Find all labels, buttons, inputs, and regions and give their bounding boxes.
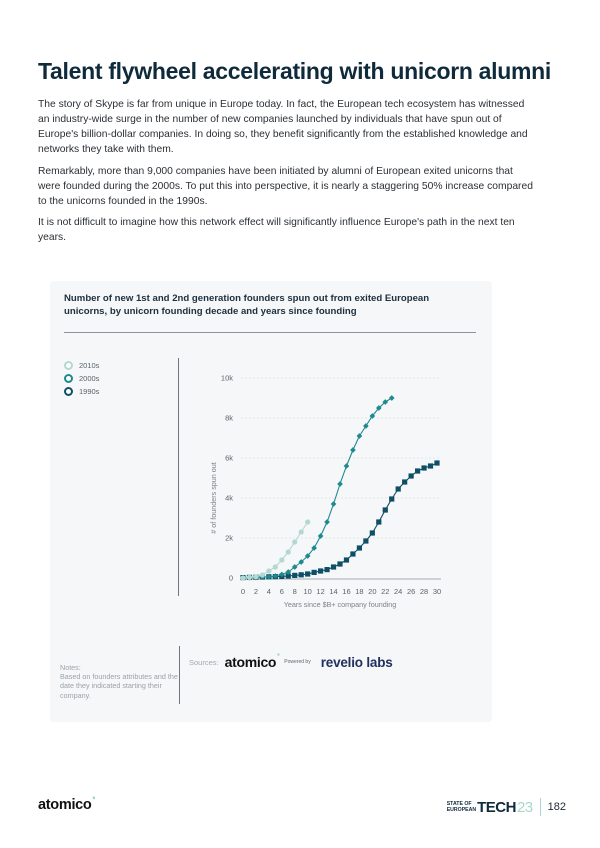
data-point-1990s	[415, 468, 420, 473]
data-point-1990s	[396, 486, 401, 491]
sources-label: Sources:	[189, 657, 219, 667]
data-point-2010s	[247, 575, 252, 580]
report-caption-line-2: EUROPEAN	[446, 807, 477, 813]
data-point-2000s	[389, 395, 395, 401]
chart-panel	[50, 281, 492, 722]
data-point-1990s	[370, 530, 375, 535]
data-point-1990s	[318, 568, 323, 573]
report-year: 23	[516, 798, 533, 816]
footer-logo-text: atomico	[38, 797, 92, 813]
x-tick-label: 12	[316, 587, 325, 596]
chart-title: Number of new 1st and 2nd generation founders spun out from exited European unicorns, by unicorn founding decade and years since founding	[64, 293, 430, 317]
y-tick-label: 6k	[225, 453, 233, 463]
data-point-2010s	[240, 575, 245, 580]
x-tick-label: 16	[342, 587, 351, 596]
x-tick-label: 14	[329, 587, 338, 596]
data-point-2010s	[266, 568, 271, 573]
data-point-2000s	[344, 463, 350, 469]
y-tick-label: 8k	[225, 413, 233, 423]
data-point-1990s	[324, 567, 329, 572]
data-point-2010s	[286, 549, 291, 554]
data-point-2000s	[337, 481, 343, 487]
data-point-1990s	[363, 538, 368, 543]
y-tick-label: 2k	[225, 533, 233, 543]
data-point-1990s	[383, 507, 388, 512]
notes-label: Notes:	[60, 663, 81, 672]
footer-atomico-logo	[38, 797, 95, 813]
x-tick-label: 20	[368, 587, 377, 596]
series-line-1990s	[243, 463, 437, 578]
x-tick-label: 18	[355, 587, 364, 596]
data-point-2010s	[273, 564, 278, 569]
x-tick-label: 8	[292, 587, 297, 596]
series-line-2000s	[243, 398, 392, 578]
x-tick-label: 26	[406, 587, 416, 596]
notes-text: Based on founders attributes and the date they indicated starting their company.	[60, 672, 178, 700]
data-point-2010s	[253, 574, 258, 579]
x-tick-label: 2	[253, 587, 259, 596]
data-point-1990s	[305, 571, 310, 576]
y-axis-label: # of founders spun out	[209, 462, 218, 534]
chart-notes	[60, 663, 178, 700]
atomico-logo	[225, 654, 280, 670]
data-point-1990s	[337, 561, 342, 566]
body-paragraph-3: It is not difficult to imagine how this network effect will significantly influence Europe's path in the next ten years.	[38, 217, 515, 243]
y-tick-label: 10k	[220, 373, 233, 383]
powered-by-label: Powered by	[284, 659, 311, 665]
legend-label: 1990s	[79, 387, 100, 396]
x-tick-label: 10	[303, 587, 312, 596]
y-tick-label: 4k	[225, 493, 233, 503]
data-point-1990s	[312, 570, 317, 575]
data-point-1990s	[299, 572, 304, 577]
legend-label: 2010s	[79, 361, 100, 370]
data-point-1990s	[376, 519, 381, 524]
data-point-1990s	[389, 496, 394, 501]
data-point-2000s	[331, 501, 337, 507]
data-point-1990s	[428, 463, 433, 468]
x-tick-label: 30	[432, 587, 442, 596]
x-tick-label: 28	[419, 587, 429, 596]
data-point-1990s	[402, 479, 407, 484]
body-paragraph-1: The story of Skype is far from unique in Europe today. In fact, the European tech ecosystem has witnessed an industry-wide surge in the number of new companies launched by individuals that have spun out of Europe's billion-dollar companies. In doing so, they benefit significantly from the established knowledge and networks they take with them.	[38, 99, 528, 155]
data-point-1990s	[292, 573, 297, 578]
y-tick-label: 0	[228, 573, 233, 583]
footer-logo-mark-icon: °	[92, 797, 95, 804]
data-point-2000s	[363, 423, 369, 429]
report-tech-wordmark: TECH	[477, 798, 516, 816]
page-title: Talent flywheel accelerating with unicorn alumni	[38, 58, 552, 84]
page-number: 182	[547, 801, 566, 813]
data-point-2000s	[324, 519, 330, 525]
data-point-2000s	[350, 447, 356, 453]
data-point-2010s	[292, 539, 297, 544]
data-point-1990s	[434, 460, 439, 465]
report-caption-line-1: STATE OF	[446, 801, 472, 807]
data-point-1990s	[357, 545, 362, 550]
x-tick-label: 22	[381, 587, 390, 596]
data-point-2010s	[299, 529, 304, 534]
data-point-1990s	[409, 473, 414, 478]
data-point-1990s	[350, 551, 355, 556]
chart-sources	[189, 654, 393, 670]
data-point-2010s	[260, 572, 265, 577]
data-point-2000s	[357, 433, 363, 439]
x-tick-label: 6	[279, 587, 284, 596]
atomico-mark-icon: °	[277, 654, 280, 660]
report-branding	[447, 798, 566, 816]
footer-separator	[540, 798, 541, 816]
notes-divider	[179, 646, 180, 704]
x-tick-label: 0	[240, 587, 246, 596]
x-axis-label: Years since $B+ company founding	[283, 600, 397, 609]
data-point-1990s	[344, 557, 349, 562]
atomico-logo-text: atomico	[224, 654, 277, 670]
data-point-1990s	[331, 564, 336, 569]
x-tick-label: 24	[394, 587, 403, 596]
legend-label: 2000s	[79, 374, 100, 383]
data-point-2010s	[279, 557, 284, 562]
x-tick-label: 4	[266, 587, 271, 596]
body-paragraph-2: Remarkably, more than 9,000 companies have been initiated by alumni of European exited unicorns that were founded during the 2000s. To put this into perspective, it is nearly a staggering 50% increase compared to the unicorns founded in the 1990s.	[38, 166, 533, 207]
revelio-labs-logo: revelio labs	[320, 654, 393, 670]
data-point-1990s	[421, 465, 426, 470]
report-small-caption	[447, 801, 476, 813]
line-chart	[50, 281, 492, 611]
data-point-2010s	[305, 519, 310, 524]
